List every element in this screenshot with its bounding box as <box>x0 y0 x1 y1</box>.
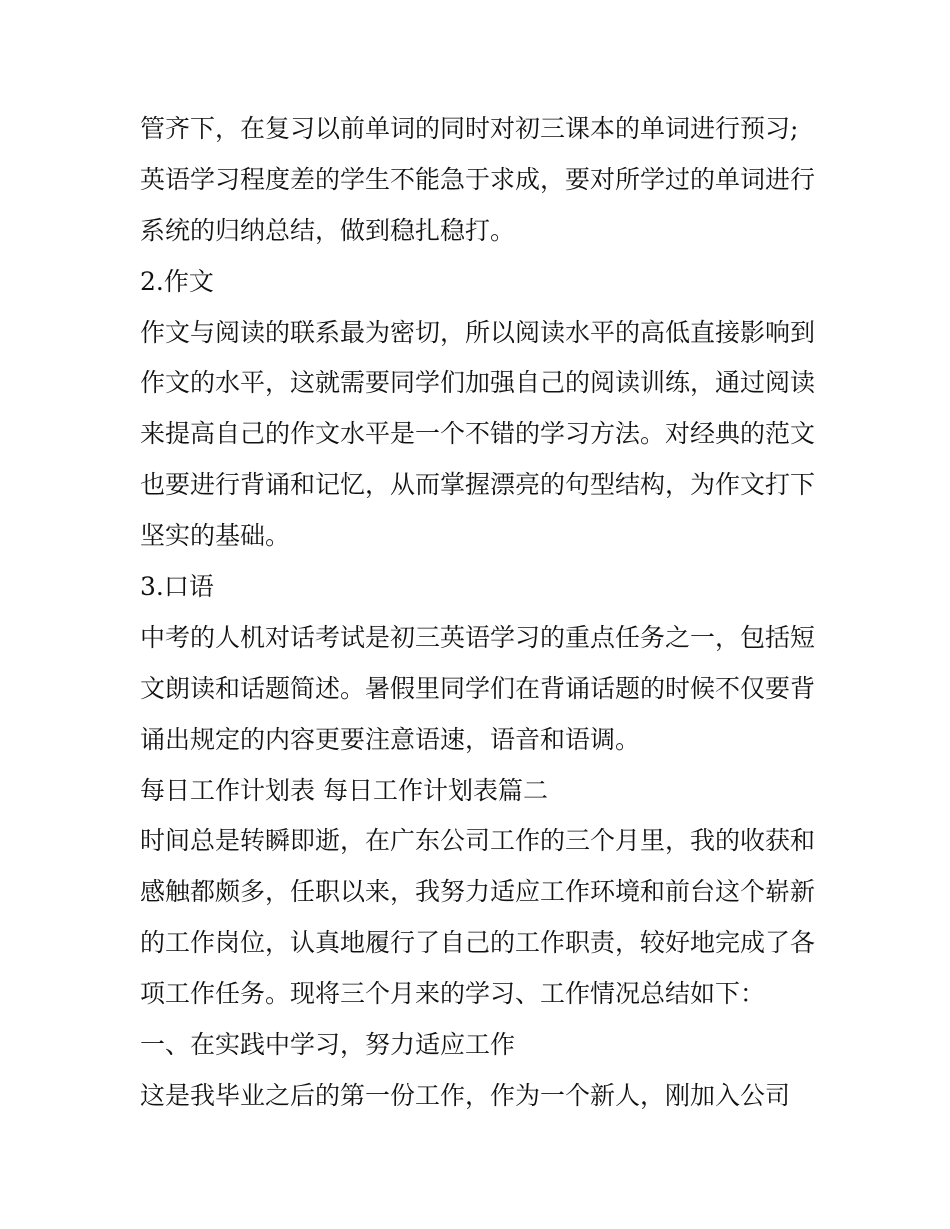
text-line: 英语学习程度差的学生不能急于求成，要对所学过的单词进行 <box>140 164 816 194</box>
text-line: 作文的水平，这就需要同学们加强自己的阅读训练，通过阅读 <box>140 368 816 398</box>
text-line: 感触都颇多，任职以来，我努力适应工作环境和前台这个崭新 <box>140 877 816 907</box>
text-line: 文朗读和话题简述。暑假里同学们在背诵话题的时候不仅要背 <box>140 673 816 703</box>
text-line: 时间总是转瞬即逝，在广东公司工作的三个月里，我的收获和 <box>140 826 816 856</box>
section-heading: 2.作文 <box>140 266 214 296</box>
section-heading: 一、在实践中学习，努力适应工作 <box>140 1030 516 1060</box>
text-line: 中考的人机对话考试是初三英语学习的重点任务之一，包括短 <box>140 622 816 652</box>
text-line: 系统的归纳总结，做到稳扎稳打。 <box>140 215 516 245</box>
text-line: 来提高自己的作文水平是一个不错的学习方法。对经典的范文 <box>140 419 816 449</box>
text-line: 坚实的基础。 <box>140 521 291 551</box>
text-line: 作文与阅读的联系最为密切，所以阅读水平的高低直接影响到 <box>140 317 816 347</box>
section-heading: 3.口语 <box>140 572 214 602</box>
document-body <box>140 104 820 1122</box>
text-line: 也要进行背诵和记忆，从而掌握漂亮的句型结构，为作文打下 <box>140 470 816 500</box>
text-line: 管齐下，在复习以前单词的同时对初三课本的单词进行预习; <box>140 114 799 143</box>
text-line: 诵出规定的内容更要注意语速，语音和语调。 <box>140 724 641 754</box>
text-line: 的工作岗位，认真地履行了自己的工作职责，较好地完成了各 <box>140 928 816 958</box>
text-line: 项工作任务。现将三个月来的学习、工作情况总结如下： <box>140 979 766 1009</box>
text-line: 这是我毕业之后的第一份工作，作为一个新人，刚加入公司 <box>140 1080 791 1110</box>
document-title: 每日工作计划表 每日工作计划表篇二 <box>140 775 548 805</box>
